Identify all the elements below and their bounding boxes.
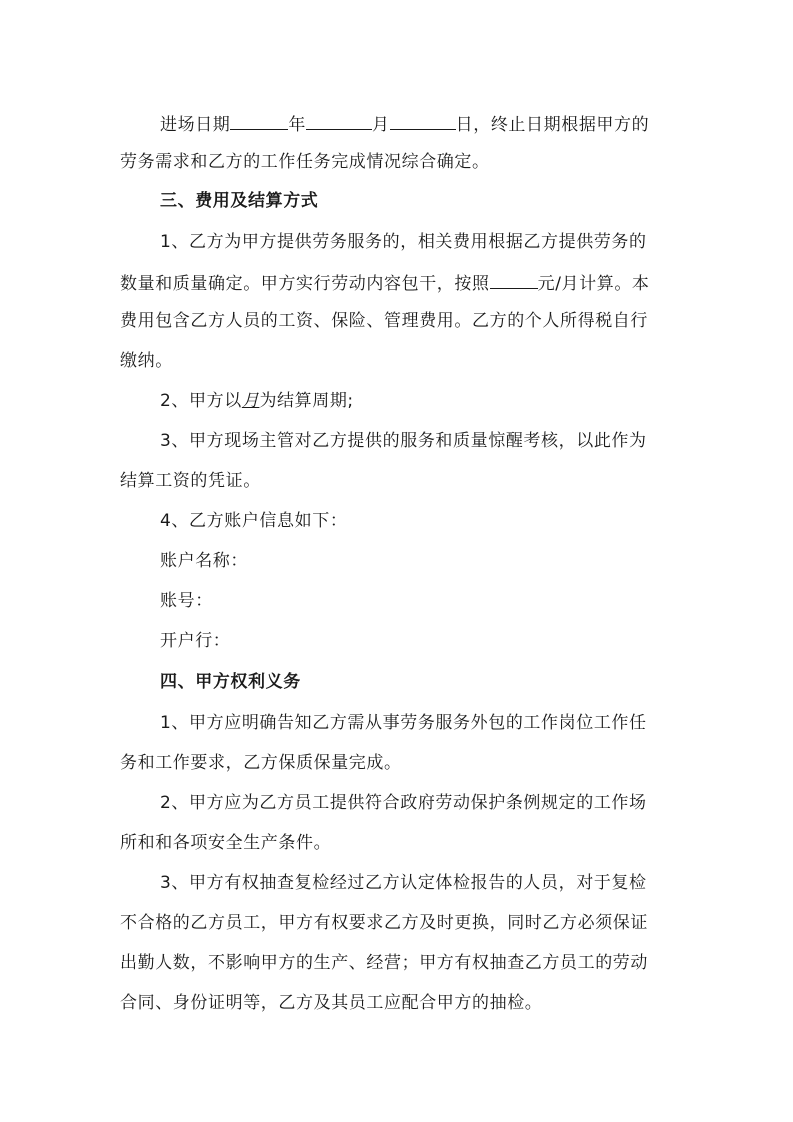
day-label-and-end-date: 日，终止日期根据甲方的	[455, 115, 650, 135]
month-blank	[306, 111, 372, 130]
paragraph-line: 1、乙方为甲方提供劳务服务的，相关费用根据乙方提供劳务的	[160, 232, 647, 252]
fee-rate-text: 数量和质量确定。甲方实行劳动内容包干，按照	[120, 274, 490, 294]
paragraph-line: 3、甲方有权抽查复检经过乙方认定体检报告的人员，对于复检	[160, 873, 647, 893]
entry-date-label: 进场日期	[160, 115, 231, 135]
paragraph-line: 所和和各项安全生产条件。	[120, 833, 332, 853]
year-blank	[230, 111, 288, 130]
account-bank-label: 开户行：	[160, 631, 231, 651]
settlement-cycle-prefix: 2、甲方以	[160, 391, 242, 411]
month-label: 月	[372, 115, 390, 135]
paragraph-line: 1、甲方应明确告知乙方需从事劳务服务外包的工作岗位工作任	[160, 713, 647, 733]
entry-date-line	[160, 111, 649, 136]
paragraph-line: 劳务需求和乙方的工作任务完成情况综合确定。	[120, 152, 490, 172]
account-number-label: 账号：	[160, 591, 213, 611]
paragraph-line: 合同、身份证明等，乙方及其员工应配合甲方的抽检。	[120, 993, 543, 1013]
paragraph-line: 务和工作要求，乙方保质保量完成。	[120, 753, 402, 773]
fee-rate-unit: 元/月计算。本	[537, 274, 650, 294]
fee-amount-blank	[490, 270, 538, 289]
paragraph-line: 出勤人数，不影响甲方的生产、经营；甲方有权抽查乙方员工的劳动	[120, 953, 648, 973]
paragraph-line: 2、甲方应为乙方员工提供符合政府劳动保护条例规定的工作场	[160, 793, 647, 813]
paragraph-line: 结算工资的凭证。	[120, 471, 261, 491]
day-blank	[390, 111, 456, 130]
account-info-intro: 4、乙方账户信息如下：	[160, 511, 348, 531]
paragraph-line: 不合格的乙方员工，甲方有权要求乙方及时更换，同时乙方必须保证	[120, 913, 648, 933]
settlement-cycle-suffix: 为结算周期;	[259, 391, 354, 411]
paragraph-line: 缴纳。	[120, 351, 173, 371]
year-label: 年	[288, 115, 307, 135]
account-name-label: 账户名称：	[160, 551, 248, 571]
settlement-cycle-line	[160, 390, 354, 412]
paragraph-line: 费用包含乙方人员的工资、保险、管理费用。乙方的个人所得税自行	[120, 311, 648, 331]
fee-rate-line	[120, 270, 650, 295]
section-heading-rights: 四、甲方权利义务	[160, 672, 301, 692]
paragraph-line: 3、甲方现场主管对乙方提供的服务和质量惊醒考核，以此作为	[160, 431, 647, 451]
section-heading-fees: 三、费用及结算方式	[160, 191, 319, 211]
settlement-cycle-value: 月	[241, 391, 260, 411]
